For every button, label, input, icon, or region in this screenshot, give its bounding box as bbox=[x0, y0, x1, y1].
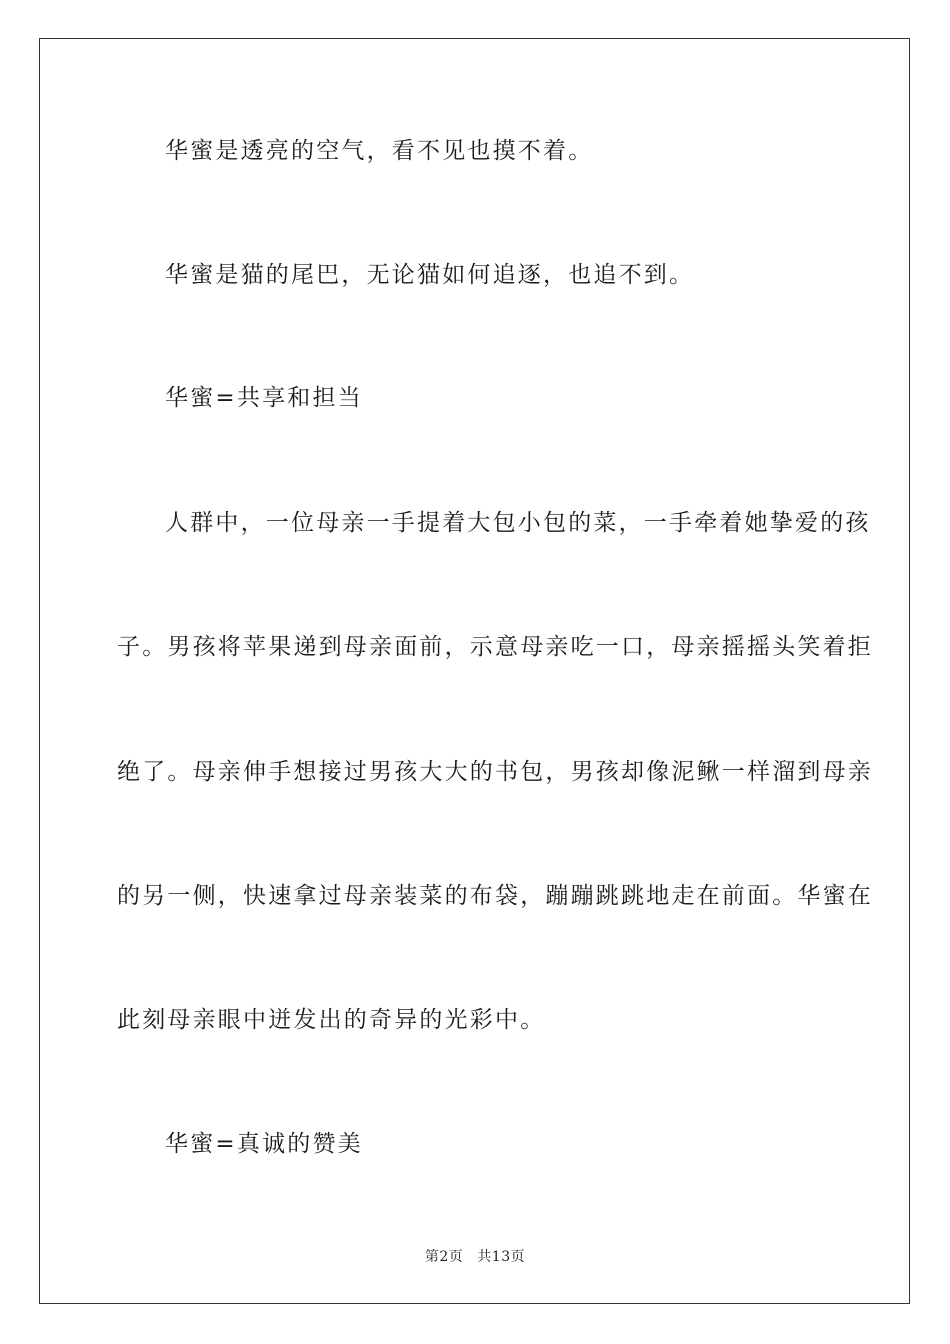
paragraph-1: 华蜜是透亮的空气，看不见也摸不着。 bbox=[165, 138, 594, 164]
paragraph-2: 华蜜是猫的尾巴，无论猫如何追逐，也追不到。 bbox=[165, 262, 695, 288]
section-heading-sharing: 华蜜=共享和担当 bbox=[165, 385, 363, 411]
paragraph-line-2: 子。男孩将苹果递到母亲面前，示意母亲吃一口，母亲摇摇头笑着拒 bbox=[117, 634, 873, 660]
page-total: 共13页 bbox=[477, 1249, 526, 1265]
paragraph-line-4: 的另一侧，快速拿过母亲装菜的布袋，蹦蹦跳跳地走在前面。华蜜在 bbox=[117, 883, 873, 909]
paragraph-line-1: 人群中，一位母亲一手提着大包小包的菜，一手牵着她挚爱的孩 bbox=[165, 510, 871, 536]
page-footer bbox=[0, 1248, 950, 1266]
page-border bbox=[39, 38, 910, 1304]
page-number: 第2页 bbox=[424, 1249, 464, 1265]
section-heading-praise: 华蜜=真诚的赞美 bbox=[165, 1131, 363, 1157]
paragraph-line-5: 此刻母亲眼中迸发出的奇异的光彩中。 bbox=[117, 1007, 546, 1033]
paragraph-line-3: 绝了。母亲伸手想接过男孩大大的书包，男孩却像泥鳅一样溜到母亲 bbox=[117, 759, 873, 785]
